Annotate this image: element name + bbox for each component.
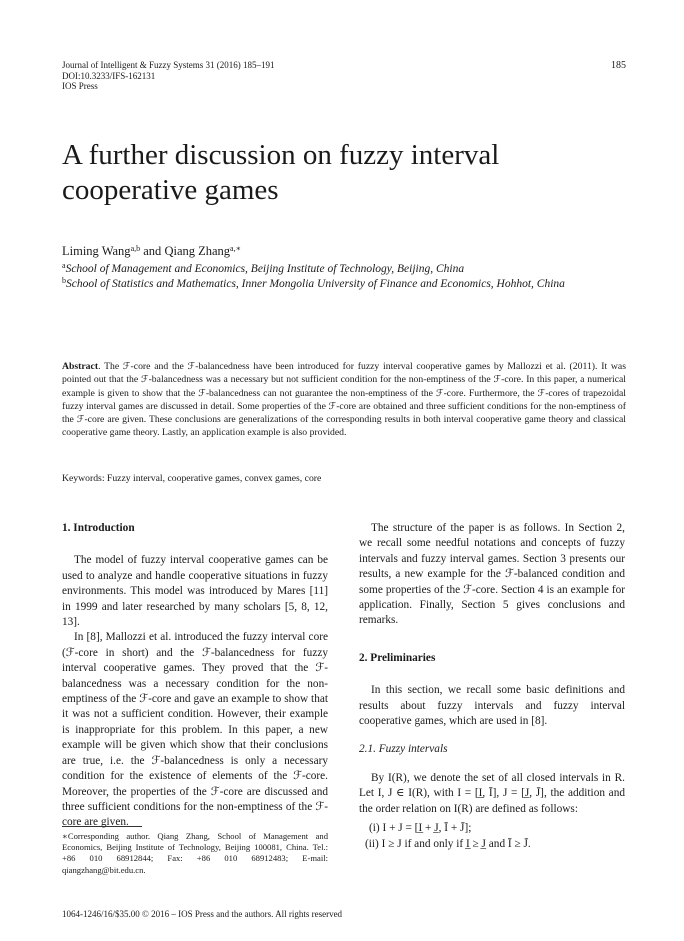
paper-title <box>62 138 622 208</box>
intro-paragraph-1: The model of fuzzy interval cooperative games can be used to analyze and handle cooperative situations in fuzzy environments. This model was introduced by Mares [11] in 1999 and later researched by many scholars [5, 8, 12, 13]. <box>62 554 328 629</box>
author-conjunction: and <box>140 244 165 258</box>
journal-citation: Journal of Intelligent & Fuzzy Systems 31 (2016) 185–191 <box>62 60 275 70</box>
title-line-2: cooperative games <box>62 174 279 206</box>
footnote: ∗Corresponding author. Qiang Zhang, School of Management and Economics, Beijing Institute of Technology, Beijing 100081, China. Tel.: +86 010 68912844; Fax: +86 010 68912483; E-mail: qiangzhang@bit.edu.cn. <box>62 831 328 875</box>
author-2-affil: a,∗ <box>230 244 242 253</box>
abstract-text: . The ℱ-core and the ℱ-balancedness have been introduced for fuzzy interval cooperative games by Mallozzi et al. (2011). It was pointed out that the ℱ-balancedness was a necessary but not sufficient condition for the non-emptiness of the ℱ-core. In this paper, a numerical example is given to show that the ℱ-balancedness can not guarantee the non-emptiness of the ℱ-core. Furthermore, the ℱ-cores of trapezoidal fuzzy interval games are discussed in detail. Some properties of the ℱ-core are obtained and three sufficient conditions for the non-emptiness of the ℱ-core are given. These conclusions are generalizations of the corresponding results in both interval cooperative game theory and classical cooperative game theory. Lastly, an application example is also provided. <box>62 361 626 439</box>
author-2: Qiang Zhang <box>164 244 231 258</box>
right-column <box>359 521 625 852</box>
title-line-1: A further discussion on fuzzy interval <box>62 139 500 171</box>
author-list <box>62 244 241 259</box>
subsection-2-1-heading: 2.1. Fuzzy intervals <box>359 743 448 756</box>
intro-paragraph-2: In [8], Mallozzi et al. introduced the fuzzy interval core (ℱ-core in short) and the ℱ-balancedness for fuzzy interval cooperative games. They proved that the ℱ-balancedness was a necessary condition for the non-emptiness of the ℱ-core and gave an example to show that it was not a sufficient condition. However, their example is inappropriate for this problem. In this paper, a new example will be given which show that their conclusions are true, i.e. the ℱ-balancedness is only a necessary condition for the existence of elements of the ℱ-core. Moreover, the properties of the ℱ-core are discussed and three sufficient conditions for the non-emptiness of the ℱ-core are given. <box>62 631 328 829</box>
definition-item-2: (ii) I ≥ J if and only if I̲ ≥ J̲ and Ī ≥ J̄. <box>365 837 531 850</box>
publisher: IOS Press <box>62 81 98 92</box>
affiliation-a <box>62 261 464 275</box>
affiliation-b <box>62 276 565 290</box>
author-1: Liming Wang <box>62 244 131 258</box>
abstract-label: Abstract <box>62 361 99 372</box>
fuzzy-intervals-paragraph: By I(R), we denote the set of all closed intervals in R. Let I, J ∈ I(R), with I = [I̲, Ī], J = [J̲, J̄], the addition and the order relation on I(R) are defined as follows: <box>359 771 625 815</box>
affiliation-b-marker: b <box>62 276 66 285</box>
page-number: 185 <box>611 60 626 71</box>
abstract <box>62 360 626 440</box>
structure-paragraph: The structure of the paper is as follows. In Section 2, we recall some needful notations and concepts of fuzzy intervals and fuzzy interval games. Section 3 presents our results, a new example for the ℱ-balanced condition and some properties of the ℱ-core. Section 4 is an example for application. Finally, Section 5 gives conclusions and remarks. <box>359 522 625 627</box>
copyright-footer: 1064-1246/16/$35.00 © 2016 – IOS Press and the authors. All rights reserved <box>62 909 343 919</box>
affiliation-a-marker: a <box>62 261 66 270</box>
journal-header <box>62 60 274 92</box>
author-1-affil: a,b <box>130 244 141 253</box>
definition-item-1: (i) I + J = [I̲ + J̲, Ī + J̄]; <box>369 822 472 835</box>
section-1-heading: 1. Introduction <box>62 522 135 534</box>
affiliation-b-text: School of Statistics and Mathematics, Inner Mongolia University of Finance and Economics, Hohhot, China <box>66 278 565 290</box>
doi: DOI:10.3233/IFS-162131 <box>62 70 156 81</box>
preliminaries-paragraph: In this section, we recall some basic definitions and results about fuzzy intervals and fuzzy interval cooperative games, which are used in [8]. <box>359 684 625 728</box>
left-column <box>62 521 328 831</box>
affiliation-a-text: School of Management and Economics, Beijing Institute of Technology, Beijing, China <box>65 263 465 275</box>
keywords: Keywords: Fuzzy interval, cooperative games, convex games, core <box>62 473 322 484</box>
footnote-rule <box>62 826 142 827</box>
section-2-heading: 2. Preliminaries <box>359 651 436 664</box>
